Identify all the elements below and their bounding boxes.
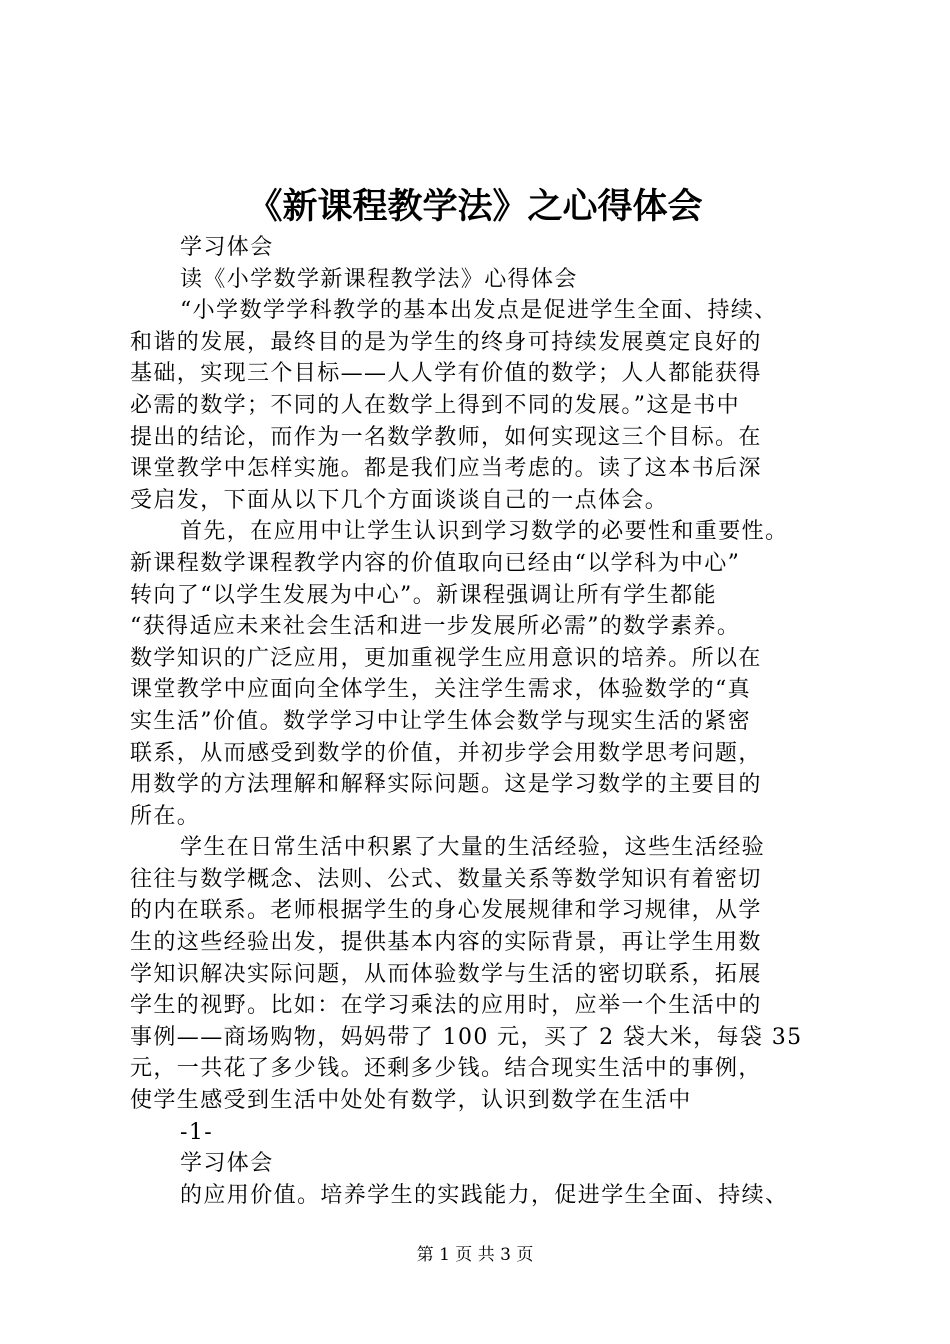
text-line: 读《小学数学新课程教学法》心得体会 (180, 266, 578, 292)
text-line: 的内在联系。老师根据学生的身心发展规律和学习规律，从学 (130, 898, 762, 924)
text-line: -1- (180, 1119, 214, 1145)
text-line: 联系，从而感受到数学的价值，并初步学会用数学思考问题， (130, 740, 762, 766)
text-line: 转向了“以学生发展为中心”。新课程强调让所有学生都能 (130, 582, 717, 608)
document-title: 《新课程教学法》之心得体会 (247, 187, 703, 227)
text-line: 学习体会 (180, 235, 274, 260)
text-line: 新课程数学课程教学内容的价值取向已经由“以学科为中心” (130, 550, 741, 576)
text-line: 往往与数学概念、法则、公式、数量关系等数学知识有着密切 (130, 866, 762, 892)
text-line: 课堂教学中怎样实施。都是我们应当考虑的。读了这本书后深 (130, 456, 762, 482)
text-line: 使学生感受到生活中处处有数学，认识到数学在生活中 (130, 1088, 692, 1114)
text-line: “小学数学学科教学的基本出发点是促进学生全面、持续、 (180, 298, 778, 324)
text-line: 的应用价值。培养学生的实践能力，促进学生全面、持续、 (180, 1182, 789, 1208)
text-line: 元，一共花了多少钱。还剩多少钱。结合现实生活中的事例， (130, 1056, 762, 1082)
text-line: 首先，在应用中让学生认识到学习数学的必要性和重要性。 (180, 519, 789, 545)
text-line: 用数学的方法理解和解释实际问题。这是学习数学的主要目的 (130, 772, 762, 798)
page-footer: 第 1 页 共 3 页 (416, 1245, 534, 1265)
text-line: 基础，实现三个目标——人人学有价值的数学；人人都能获得 (130, 361, 762, 387)
text-line: 必需的数学；不同的人在数学上得到不同的发展。”这是书中 (130, 392, 741, 418)
text-line: 学生的视野。比如：在学习乘法的应用时，应举一个生活中的 (130, 993, 762, 1019)
text-line: 学生在日常生活中积累了大量的生活经验，这些生活经验 (180, 835, 766, 861)
text-line: “获得适应未来社会生活和进一步发展所必需”的数学素养。 (130, 614, 741, 640)
text-line: 所在。 (130, 803, 201, 829)
document-body (130, 232, 860, 1211)
text-line: 生的这些经验出发，提供基本内容的实际背景，再让学生用数 (130, 930, 762, 956)
text-line: 和谐的发展，最终目的是为学生的终身可持续发展奠定良好的 (130, 329, 762, 355)
text-line: 学习体会 (180, 1151, 274, 1177)
text-line: 课堂教学中应面向全体学生，关注学生需求，体验数学的“真 (130, 677, 752, 703)
text-line: 事例——商场购物，妈妈带了 100 元，买了 2 袋大米，每袋 35 (130, 1024, 803, 1050)
text-line: 学知识解决实际问题，从而体验数学与生活的密切联系，拓展 (130, 961, 762, 987)
text-line: 数学知识的广泛应用，更加重视学生应用意识的培养。所以在 (130, 645, 762, 671)
text-line: 提出的结论，而作为一名数学教师，如何实现这三个目标。在 (130, 424, 762, 450)
text-line: 受启发，下面从以下几个方面谈谈自己的一点体会。 (130, 487, 669, 513)
text-line: 实生活”价值。数学学习中让学生体会数学与现实生活的紧密 (130, 708, 752, 734)
